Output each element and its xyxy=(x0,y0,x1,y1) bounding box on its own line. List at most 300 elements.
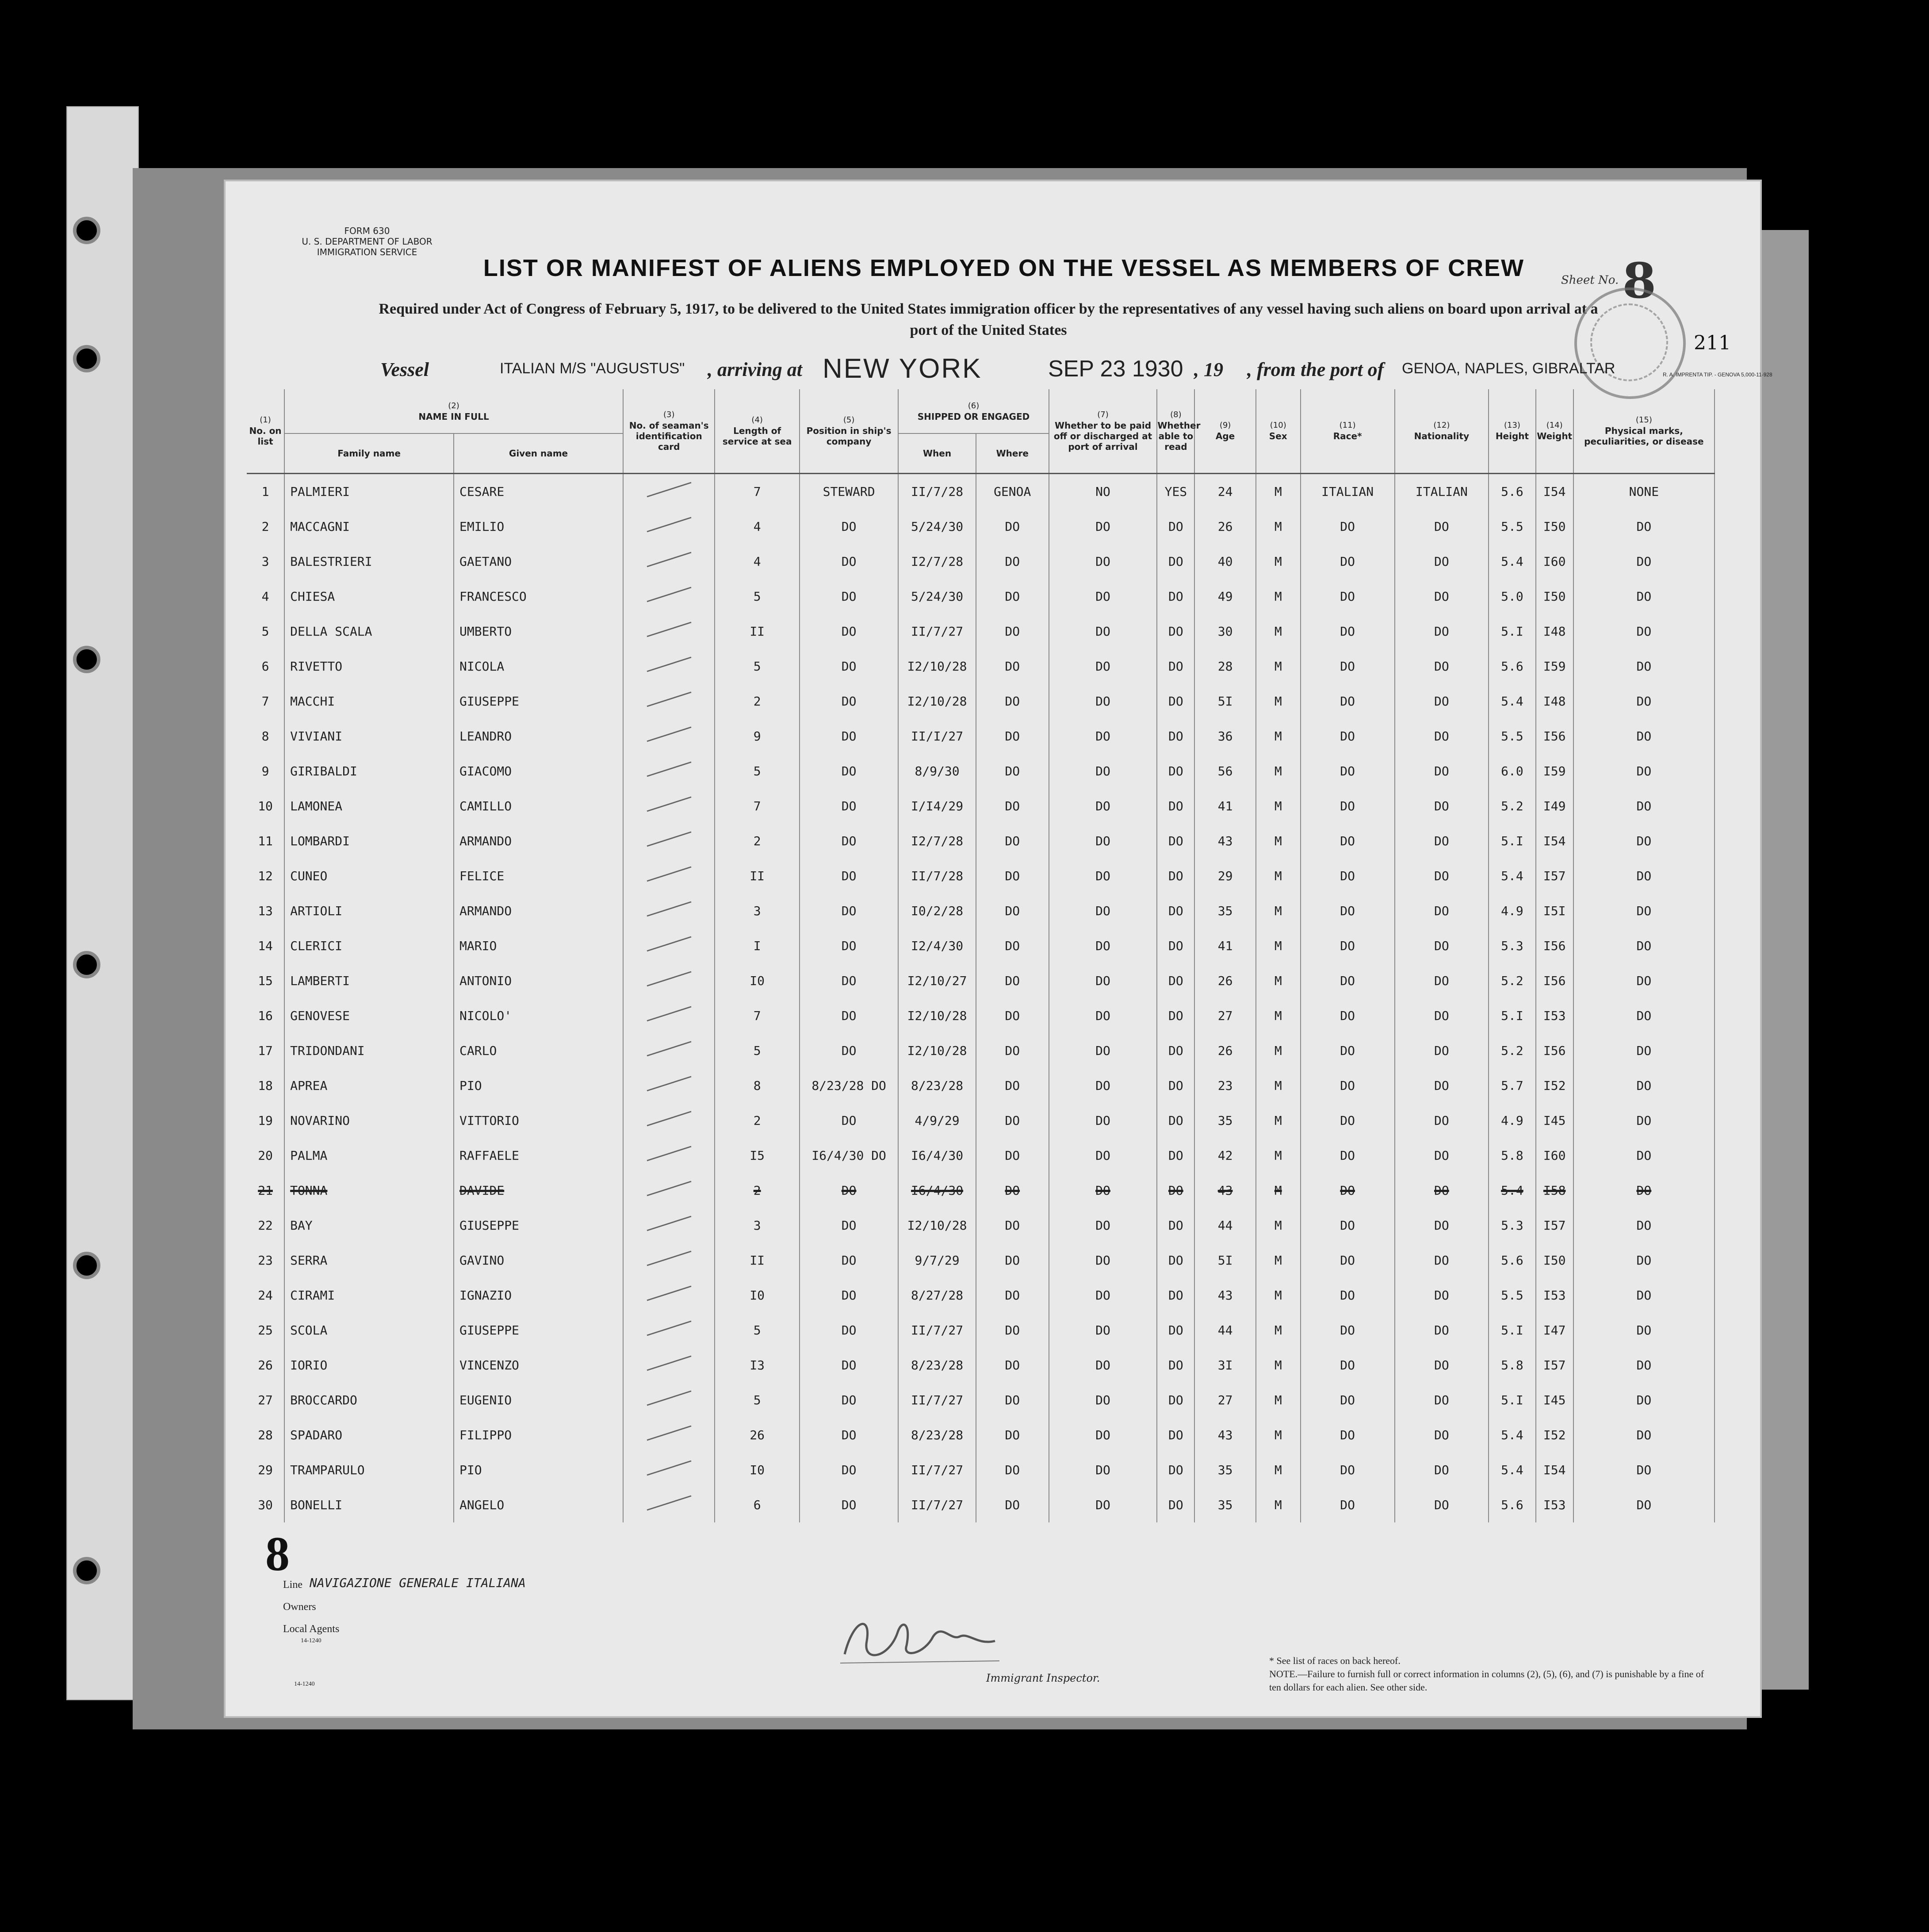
race-cell: DO xyxy=(1301,509,1395,544)
given-name-cell: FRANCESCO xyxy=(454,579,623,614)
nationality-cell: DO xyxy=(1395,963,1489,998)
paid-off-cell: DO xyxy=(1049,1173,1157,1208)
age-cell: 35 xyxy=(1194,1487,1255,1522)
shipped-when-cell: I/I4/29 xyxy=(898,789,976,824)
col-header-service-length: (4) Length of service at sea xyxy=(715,389,799,473)
sex-cell: M xyxy=(1256,544,1301,579)
shipped-where-cell: DO xyxy=(976,1173,1049,1208)
table-row xyxy=(247,473,1715,509)
able-to-read-cell: DO xyxy=(1157,544,1194,579)
height-cell: 5.2 xyxy=(1489,1033,1535,1068)
given-name-cell: VITTORIO xyxy=(454,1103,623,1138)
family-name-cell: NOVARINO xyxy=(284,1103,454,1138)
table-row xyxy=(247,1138,1715,1173)
paid-off-cell: DO xyxy=(1049,1138,1157,1173)
given-name-cell: EUGENIO xyxy=(454,1383,623,1418)
check-mark-icon xyxy=(643,794,696,816)
nationality-cell: DO xyxy=(1395,1278,1489,1313)
able-to-read-cell: DO xyxy=(1157,1103,1194,1138)
physical-marks-cell: DO xyxy=(1573,614,1715,649)
given-name-cell: PIO xyxy=(454,1068,623,1103)
service-length-cell: I xyxy=(715,928,799,963)
able-to-read-cell: DO xyxy=(1157,1348,1194,1383)
given-name-cell: DAVIDE xyxy=(454,1173,623,1208)
year-suffix: , 19 xyxy=(1194,359,1223,380)
table-row xyxy=(247,859,1715,893)
physical-marks-cell: NONE xyxy=(1573,473,1715,509)
id-card-cell xyxy=(623,719,715,754)
position-cell: DO xyxy=(800,649,898,684)
row-number-cell: 24 xyxy=(247,1278,284,1313)
able-to-read-cell: DO xyxy=(1157,579,1194,614)
sex-cell: M xyxy=(1256,719,1301,754)
weight-cell: I59 xyxy=(1536,649,1573,684)
paid-off-cell: DO xyxy=(1049,1033,1157,1068)
owners-label: Owners xyxy=(283,1601,316,1613)
sex-cell: M xyxy=(1256,1208,1301,1243)
service-length-cell: 2 xyxy=(715,1103,799,1138)
physical-marks-cell: DO xyxy=(1573,1138,1715,1173)
weight-cell: I47 xyxy=(1536,1313,1573,1348)
paid-off-cell: DO xyxy=(1049,1383,1157,1418)
id-card-cell xyxy=(623,473,715,509)
table-row xyxy=(247,1243,1715,1278)
family-name-cell: LOMBARDI xyxy=(284,824,454,859)
check-mark-icon xyxy=(643,1492,696,1514)
sex-cell: M xyxy=(1256,1243,1301,1278)
id-card-cell xyxy=(623,579,715,614)
sex-cell: M xyxy=(1256,754,1301,789)
family-name-cell: SPADARO xyxy=(284,1418,454,1453)
paid-off-cell: DO xyxy=(1049,1313,1157,1348)
shipped-where-cell: GENOA xyxy=(976,473,1049,509)
position-cell: DO xyxy=(800,998,898,1033)
subtitle-line-1: Required under Act of Congress of February 5, 1917, to be delivered to the United States immigration officer by the representatives of any vessel having such aliens on board upon arrival at a xyxy=(379,301,1598,317)
weight-cell: I56 xyxy=(1536,963,1573,998)
age-cell: 27 xyxy=(1194,1383,1255,1418)
able-to-read-cell: DO xyxy=(1157,1453,1194,1487)
shipped-when-cell: 5/24/30 xyxy=(898,579,976,614)
id-card-cell xyxy=(623,893,715,928)
paid-off-cell: DO xyxy=(1049,1418,1157,1453)
nationality-cell: DO xyxy=(1395,1348,1489,1383)
row-number-cell: 16 xyxy=(247,998,284,1033)
physical-marks-cell: DO xyxy=(1573,754,1715,789)
physical-marks-cell: DO xyxy=(1573,1033,1715,1068)
sex-cell: M xyxy=(1256,1138,1301,1173)
nationality-cell: DO xyxy=(1395,719,1489,754)
race-cell: DO xyxy=(1301,1313,1395,1348)
check-mark-icon xyxy=(643,584,696,606)
sex-cell: M xyxy=(1256,1453,1301,1487)
service-name: IMMIGRATION SERVICE xyxy=(317,247,417,257)
nationality-cell: DO xyxy=(1395,859,1489,893)
nationality-cell: DO xyxy=(1395,684,1489,719)
col-header-given-name: Given name xyxy=(454,433,623,473)
printer-note: R. A. IMPRENTA TIP. - GENOVA 5,000-11-928 xyxy=(1663,372,1772,378)
height-cell: 6.0 xyxy=(1489,754,1535,789)
age-cell: 26 xyxy=(1194,963,1255,998)
punch-hole xyxy=(73,646,100,673)
shipped-where-cell: DO xyxy=(976,1383,1049,1418)
check-mark-icon xyxy=(643,514,696,536)
able-to-read-cell: DO xyxy=(1157,1138,1194,1173)
height-cell: 5.I xyxy=(1489,998,1535,1033)
age-cell: 24 xyxy=(1194,473,1255,509)
row-number-cell: 2 xyxy=(247,509,284,544)
check-mark-icon xyxy=(643,1143,696,1165)
race-cell: DO xyxy=(1301,1173,1395,1208)
height-cell: 5.4 xyxy=(1489,1453,1535,1487)
height-cell: 5.3 xyxy=(1489,1208,1535,1243)
shipped-when-cell: I2/10/28 xyxy=(898,1033,976,1068)
subtitle-line-2: port of the United States xyxy=(910,322,1067,338)
physical-marks-cell: DO xyxy=(1573,1208,1715,1243)
service-length-cell: 8 xyxy=(715,1068,799,1103)
shipped-when-cell: 8/23/28 xyxy=(898,1418,976,1453)
able-to-read-cell: DO xyxy=(1157,509,1194,544)
shipped-when-cell: II/7/27 xyxy=(898,1453,976,1487)
physical-marks-cell: DO xyxy=(1573,1068,1715,1103)
family-name-cell: PALMIERI xyxy=(284,473,454,509)
age-cell: 28 xyxy=(1194,649,1255,684)
nationality-cell: DO xyxy=(1395,1453,1489,1487)
punch-hole xyxy=(73,1557,100,1584)
physical-marks-cell: DO xyxy=(1573,579,1715,614)
age-cell: 41 xyxy=(1194,928,1255,963)
weight-cell: I57 xyxy=(1536,1348,1573,1383)
service-length-cell: 4 xyxy=(715,509,799,544)
physical-marks-cell: DO xyxy=(1573,963,1715,998)
table-row xyxy=(247,509,1715,544)
family-name-cell: LAMONEA xyxy=(284,789,454,824)
shipped-when-cell: I6/4/30 xyxy=(898,1138,976,1173)
nationality-cell: DO xyxy=(1395,614,1489,649)
family-name-cell: RIVETTO xyxy=(284,649,454,684)
row-number-cell: 15 xyxy=(247,963,284,998)
position-cell: DO xyxy=(800,824,898,859)
id-card-cell xyxy=(623,1453,715,1487)
table-row xyxy=(247,1383,1715,1418)
table-row xyxy=(247,928,1715,963)
table-row xyxy=(247,963,1715,998)
row-number-cell: 6 xyxy=(247,649,284,684)
nationality-cell: DO xyxy=(1395,1103,1489,1138)
able-to-read-cell: DO xyxy=(1157,719,1194,754)
check-mark-icon xyxy=(643,1038,696,1060)
age-cell: 44 xyxy=(1194,1313,1255,1348)
race-cell: ITALIAN xyxy=(1301,473,1395,509)
age-cell: 23 xyxy=(1194,1068,1255,1103)
height-cell: 5.6 xyxy=(1489,1243,1535,1278)
height-cell: 5.2 xyxy=(1489,963,1535,998)
check-mark-icon xyxy=(643,1108,696,1130)
id-card-cell xyxy=(623,789,715,824)
col-header-number: (1) No. on list xyxy=(247,389,284,473)
service-length-cell: 3 xyxy=(715,1208,799,1243)
row-number-cell: 18 xyxy=(247,1068,284,1103)
able-to-read-cell: DO xyxy=(1157,1033,1194,1068)
race-cell: DO xyxy=(1301,963,1395,998)
height-cell: 5.I xyxy=(1489,1383,1535,1418)
shipped-where-cell: DO xyxy=(976,1103,1049,1138)
id-card-cell xyxy=(623,1418,715,1453)
given-name-cell: GAVINO xyxy=(454,1243,623,1278)
id-card-cell xyxy=(623,1348,715,1383)
age-cell: 42 xyxy=(1194,1138,1255,1173)
position-cell: DO xyxy=(800,893,898,928)
height-cell: 5.6 xyxy=(1489,649,1535,684)
height-cell: 5.8 xyxy=(1489,1138,1535,1173)
age-cell: 35 xyxy=(1194,1103,1255,1138)
position-cell: DO xyxy=(800,1103,898,1138)
weight-cell: I60 xyxy=(1536,544,1573,579)
nationality-cell: DO xyxy=(1395,824,1489,859)
physical-marks-cell: DO xyxy=(1573,684,1715,719)
nationality-cell: DO xyxy=(1395,1208,1489,1243)
paid-off-cell: DO xyxy=(1049,789,1157,824)
shipped-where-cell: DO xyxy=(976,1243,1049,1278)
row-number-cell: 1 xyxy=(247,473,284,509)
weight-cell: I58 xyxy=(1536,1173,1573,1208)
col-header-nationality: (12) Nationality xyxy=(1395,389,1489,473)
physical-marks-cell: DO xyxy=(1573,893,1715,928)
race-cell: DO xyxy=(1301,789,1395,824)
weight-cell: I45 xyxy=(1536,1383,1573,1418)
position-cell: DO xyxy=(800,544,898,579)
check-mark-icon xyxy=(643,689,696,711)
shipped-where-cell: DO xyxy=(976,859,1049,893)
family-name-cell: CHIESA xyxy=(284,579,454,614)
paid-off-cell: DO xyxy=(1049,1278,1157,1313)
height-cell: 5.0 xyxy=(1489,579,1535,614)
sex-cell: M xyxy=(1256,963,1301,998)
position-cell: DO xyxy=(800,963,898,998)
id-card-cell xyxy=(623,754,715,789)
family-name-cell: GIRIBALDI xyxy=(284,754,454,789)
shipped-when-cell: 8/23/28 xyxy=(898,1068,976,1103)
table-row xyxy=(247,824,1715,859)
race-cell: DO xyxy=(1301,893,1395,928)
position-cell: DO xyxy=(800,1383,898,1418)
shipped-where-cell: DO xyxy=(976,789,1049,824)
service-length-cell: I3 xyxy=(715,1348,799,1383)
weight-cell: I59 xyxy=(1536,754,1573,789)
id-card-cell xyxy=(623,1138,715,1173)
weight-cell: I52 xyxy=(1536,1418,1573,1453)
given-name-cell: NICOLA xyxy=(454,649,623,684)
shipped-where-cell: DO xyxy=(976,614,1049,649)
service-length-cell: II xyxy=(715,859,799,893)
check-mark-icon xyxy=(643,1457,696,1480)
sheet-number-label: Sheet No. xyxy=(1561,273,1619,287)
col-header-age: (9) Age xyxy=(1194,389,1255,473)
physical-marks-cell: DO xyxy=(1573,1278,1715,1313)
check-mark-icon xyxy=(643,759,696,781)
able-to-read-cell: DO xyxy=(1157,1243,1194,1278)
family-name-cell: SCOLA xyxy=(284,1313,454,1348)
age-cell: 36 xyxy=(1194,719,1255,754)
service-length-cell: 7 xyxy=(715,998,799,1033)
sex-cell: M xyxy=(1256,1278,1301,1313)
given-name-cell: RAFFAELE xyxy=(454,1138,623,1173)
sex-cell: M xyxy=(1256,614,1301,649)
position-cell: DO xyxy=(800,1243,898,1278)
col-header-family-name: Family name xyxy=(284,433,454,473)
race-cell: DO xyxy=(1301,754,1395,789)
family-name-cell: DELLA SCALA xyxy=(284,614,454,649)
col-header-name: (2) NAME IN FULL xyxy=(284,389,623,433)
sex-cell: M xyxy=(1256,1418,1301,1453)
table-row xyxy=(247,1313,1715,1348)
id-card-cell xyxy=(623,509,715,544)
able-to-read-cell: DO xyxy=(1157,1068,1194,1103)
service-length-cell: 26 xyxy=(715,1418,799,1453)
shipped-where-cell: DO xyxy=(976,1033,1049,1068)
paid-off-cell: DO xyxy=(1049,509,1157,544)
shipped-when-cell: I2/7/28 xyxy=(898,824,976,859)
crew-table xyxy=(247,389,1715,1522)
row-number-cell: 7 xyxy=(247,684,284,719)
nationality-cell: DO xyxy=(1395,1068,1489,1103)
service-length-cell: I0 xyxy=(715,1453,799,1487)
sex-cell: M xyxy=(1256,473,1301,509)
able-to-read-cell: DO xyxy=(1157,1313,1194,1348)
age-cell: 44 xyxy=(1194,1208,1255,1243)
weight-cell: I53 xyxy=(1536,1278,1573,1313)
age-cell: 3I xyxy=(1194,1348,1255,1383)
race-cell: DO xyxy=(1301,928,1395,963)
from-port-label: , from the port of xyxy=(1247,359,1384,380)
race-cell: DO xyxy=(1301,859,1395,893)
service-length-cell: 7 xyxy=(715,473,799,509)
height-cell: 5.5 xyxy=(1489,1278,1535,1313)
physical-marks-cell: DO xyxy=(1573,1487,1715,1522)
col-header-height: (13) Height xyxy=(1489,389,1535,473)
shipped-when-cell: II/7/27 xyxy=(898,1487,976,1522)
id-card-cell xyxy=(623,1487,715,1522)
shipped-where-cell: DO xyxy=(976,684,1049,719)
table-row xyxy=(247,1173,1715,1208)
row-number-cell: 23 xyxy=(247,1243,284,1278)
sex-cell: M xyxy=(1256,1383,1301,1418)
height-cell: 5.6 xyxy=(1489,1487,1535,1522)
table-row xyxy=(247,1033,1715,1068)
shipped-where-cell: DO xyxy=(976,1487,1049,1522)
weight-cell: I50 xyxy=(1536,1243,1573,1278)
age-cell: 5I xyxy=(1194,684,1255,719)
family-name-cell: BALESTRIERI xyxy=(284,544,454,579)
race-cell: DO xyxy=(1301,1243,1395,1278)
shipped-when-cell: 9/7/29 xyxy=(898,1243,976,1278)
service-length-cell: 5 xyxy=(715,1033,799,1068)
shipped-when-cell: 8/27/28 xyxy=(898,1278,976,1313)
given-name-cell: LEANDRO xyxy=(454,719,623,754)
given-name-cell: GAETANO xyxy=(454,544,623,579)
position-cell: DO xyxy=(800,1418,898,1453)
height-cell: 5.4 xyxy=(1489,684,1535,719)
able-to-read-cell: DO xyxy=(1157,649,1194,684)
race-cell: DO xyxy=(1301,1068,1395,1103)
form-code-bottom: 14-1240 xyxy=(294,1681,315,1687)
check-mark-icon xyxy=(643,479,696,501)
nationality-cell: DO xyxy=(1395,649,1489,684)
row-number-cell: 5 xyxy=(247,614,284,649)
shipped-when-cell: I2/4/30 xyxy=(898,928,976,963)
row-number-cell: 25 xyxy=(247,1313,284,1348)
paid-off-cell: DO xyxy=(1049,614,1157,649)
nationality-cell: DO xyxy=(1395,1313,1489,1348)
check-mark-icon xyxy=(643,724,696,746)
family-name-cell: BROCCARDO xyxy=(284,1383,454,1418)
paid-off-cell: DO xyxy=(1049,893,1157,928)
department-name: U. S. DEPARTMENT OF LABOR xyxy=(302,236,432,247)
id-card-cell xyxy=(623,859,715,893)
position-cell: DO xyxy=(800,928,898,963)
id-card-cell xyxy=(623,928,715,963)
shipped-when-cell: I2/7/28 xyxy=(898,544,976,579)
age-cell: 49 xyxy=(1194,579,1255,614)
col-header-weight: (14) Weight xyxy=(1536,389,1573,473)
row-number-cell: 28 xyxy=(247,1418,284,1453)
sheet-number-footer: 8 xyxy=(265,1527,290,1581)
row-number-cell: 21 xyxy=(247,1173,284,1208)
shipped-when-cell: 8/9/30 xyxy=(898,754,976,789)
age-cell: 41 xyxy=(1194,789,1255,824)
family-name-cell: TRIDONDANI xyxy=(284,1033,454,1068)
paid-off-cell: DO xyxy=(1049,1243,1157,1278)
table-row xyxy=(247,754,1715,789)
given-name-cell: VINCENZO xyxy=(454,1348,623,1383)
physical-marks-cell: DO xyxy=(1573,1453,1715,1487)
id-card-cell xyxy=(623,684,715,719)
race-note: * See list of races on back hereof. xyxy=(1269,1655,1401,1666)
shipped-when-cell: I6/4/30 xyxy=(898,1173,976,1208)
weight-cell: I5I xyxy=(1536,893,1573,928)
position-cell: DO xyxy=(800,1033,898,1068)
shipped-where-cell: DO xyxy=(976,1138,1049,1173)
given-name-cell: NICOLO' xyxy=(454,998,623,1033)
table-row xyxy=(247,893,1715,928)
weight-cell: I60 xyxy=(1536,1138,1573,1173)
paid-off-cell: DO xyxy=(1049,928,1157,963)
age-cell: 43 xyxy=(1194,1278,1255,1313)
race-cell: DO xyxy=(1301,1033,1395,1068)
given-name-cell: GIUSEPPE xyxy=(454,684,623,719)
given-name-cell: ARMANDO xyxy=(454,824,623,859)
able-to-read-cell: DO xyxy=(1157,1278,1194,1313)
sex-cell: M xyxy=(1256,579,1301,614)
service-length-cell: 5 xyxy=(715,579,799,614)
able-to-read-cell: DO xyxy=(1157,1173,1194,1208)
local-agents-label: Local Agents xyxy=(283,1623,340,1635)
shipped-where-cell: DO xyxy=(976,998,1049,1033)
check-mark-icon xyxy=(643,1003,696,1025)
weight-cell: I53 xyxy=(1536,1487,1573,1522)
weight-cell: I56 xyxy=(1536,719,1573,754)
age-cell: 30 xyxy=(1194,614,1255,649)
height-cell: 5.I xyxy=(1489,824,1535,859)
nationality-cell: DO xyxy=(1395,1418,1489,1453)
row-number-cell: 11 xyxy=(247,824,284,859)
weight-cell: I50 xyxy=(1536,509,1573,544)
given-name-cell: ANTONIO xyxy=(454,963,623,998)
family-name-cell: VIVIANI xyxy=(284,719,454,754)
height-cell: 5.5 xyxy=(1489,509,1535,544)
check-mark-icon xyxy=(643,1073,696,1095)
paid-off-cell: DO xyxy=(1049,1487,1157,1522)
service-length-cell: I0 xyxy=(715,1278,799,1313)
